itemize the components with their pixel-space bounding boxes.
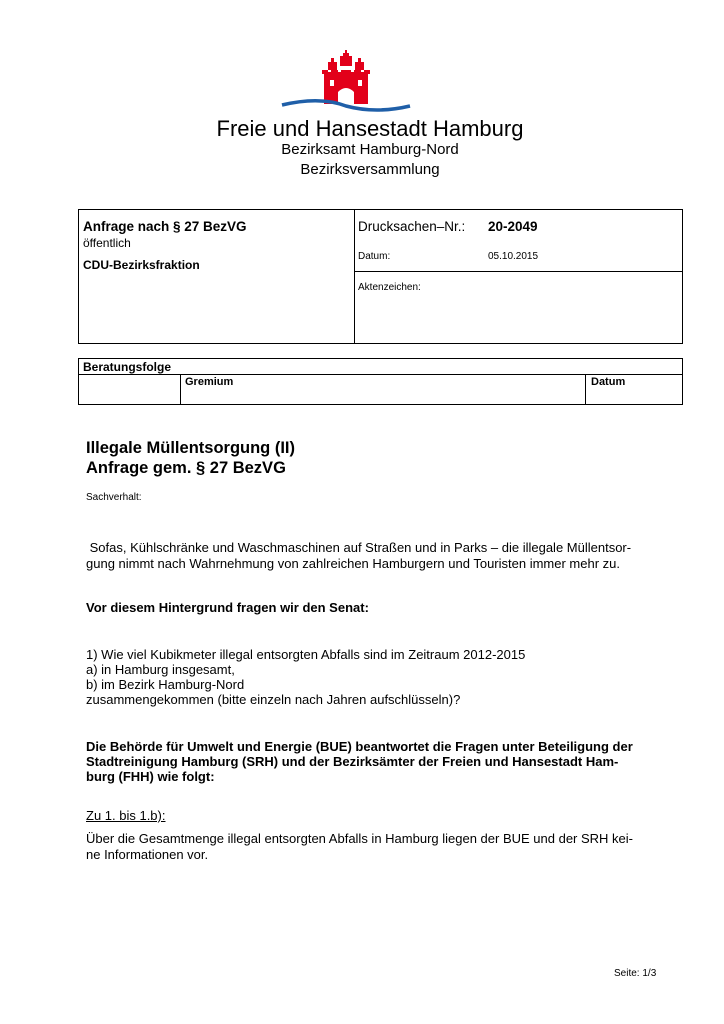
hamburg-coat-of-arms-logo xyxy=(280,50,412,116)
table-header-line xyxy=(79,374,682,375)
answer-reference: Zu 1. bis 1.b): xyxy=(86,808,166,823)
document-heading: Illegale Müllentsorgung (II) xyxy=(86,439,296,457)
consultation-table xyxy=(78,358,683,405)
col-gremium: Gremium xyxy=(185,376,234,388)
drucksache-number: 20-2049 xyxy=(488,219,538,234)
question-line: b) im Bezirk Hamburg-Nord xyxy=(86,677,245,692)
question-line: a) in Hamburg insgesamt, xyxy=(86,662,235,677)
answer-line: Über die Gesamtmenge illegal entsorgten Abfalls in Hamburg liegen der BUE und der SRH kei- xyxy=(86,831,634,846)
document-subheading: Anfrage gem. § 27 BezVG xyxy=(86,459,286,477)
answer-intro-line: burg (FHH) wie folgt: xyxy=(86,769,215,784)
assembly-subtitle: Bezirksversammlung xyxy=(300,161,440,178)
date-value: 05.10.2015 xyxy=(488,251,539,262)
sachverhalt-label: Sachverhalt: xyxy=(86,492,142,503)
answer-intro-line: Die Behörde für Umwelt und Energie (BUE) beantwortet die Fragen unter Beteiligung der xyxy=(86,739,633,754)
table-col-divider xyxy=(180,374,181,404)
info-box-hline xyxy=(355,271,682,272)
table-col-divider xyxy=(585,374,586,404)
answer-line: ne Informationen vor. xyxy=(86,847,209,862)
inquiry-type: Anfrage nach § 27 BezVG xyxy=(83,219,247,234)
consultation-title: Beratungsfolge xyxy=(83,360,172,374)
drucksache-label: Drucksachen–Nr.: xyxy=(358,219,466,234)
info-box-divider xyxy=(354,210,355,343)
page-number: Seite: 1/3 xyxy=(614,968,657,979)
visibility-label: öffentlich xyxy=(83,236,131,250)
senat-question: Vor diesem Hintergrund fragen wir den Senat: xyxy=(86,600,369,615)
district-office-subtitle: Bezirksamt Hamburg-Nord xyxy=(281,141,459,158)
question-line: zusammengekommen (bitte einzeln nach Jahren aufschlüsseln)? xyxy=(86,692,461,707)
document-info-box xyxy=(78,209,683,344)
col-datum: Datum xyxy=(591,376,626,388)
date-label: Datum: xyxy=(358,251,391,262)
intro-paragraph-line: Sofas, Kühlschränke und Waschmaschinen auf Straßen und in Parks – die illegale Müllentsor- xyxy=(86,540,632,555)
question-line: 1) Wie viel Kubikmeter illegal entsorgten Abfalls sind im Zeitraum 2012-2015 xyxy=(86,647,526,662)
intro-paragraph-line: gung nimmt nach Wahrnehmung von zahlreichen Hamburgern und Touristen immer mehr zu. xyxy=(86,556,620,571)
faction-label: CDU-Bezirksfraktion xyxy=(83,258,200,272)
aktenzeichen-label: Aktenzeichen: xyxy=(358,282,421,293)
city-title: Freie und Hansestadt Hamburg xyxy=(216,116,524,141)
answer-intro-line: Stadtreinigung Hamburg (SRH) und der Bezirksämter der Freien und Hansestadt Ham- xyxy=(86,754,619,769)
